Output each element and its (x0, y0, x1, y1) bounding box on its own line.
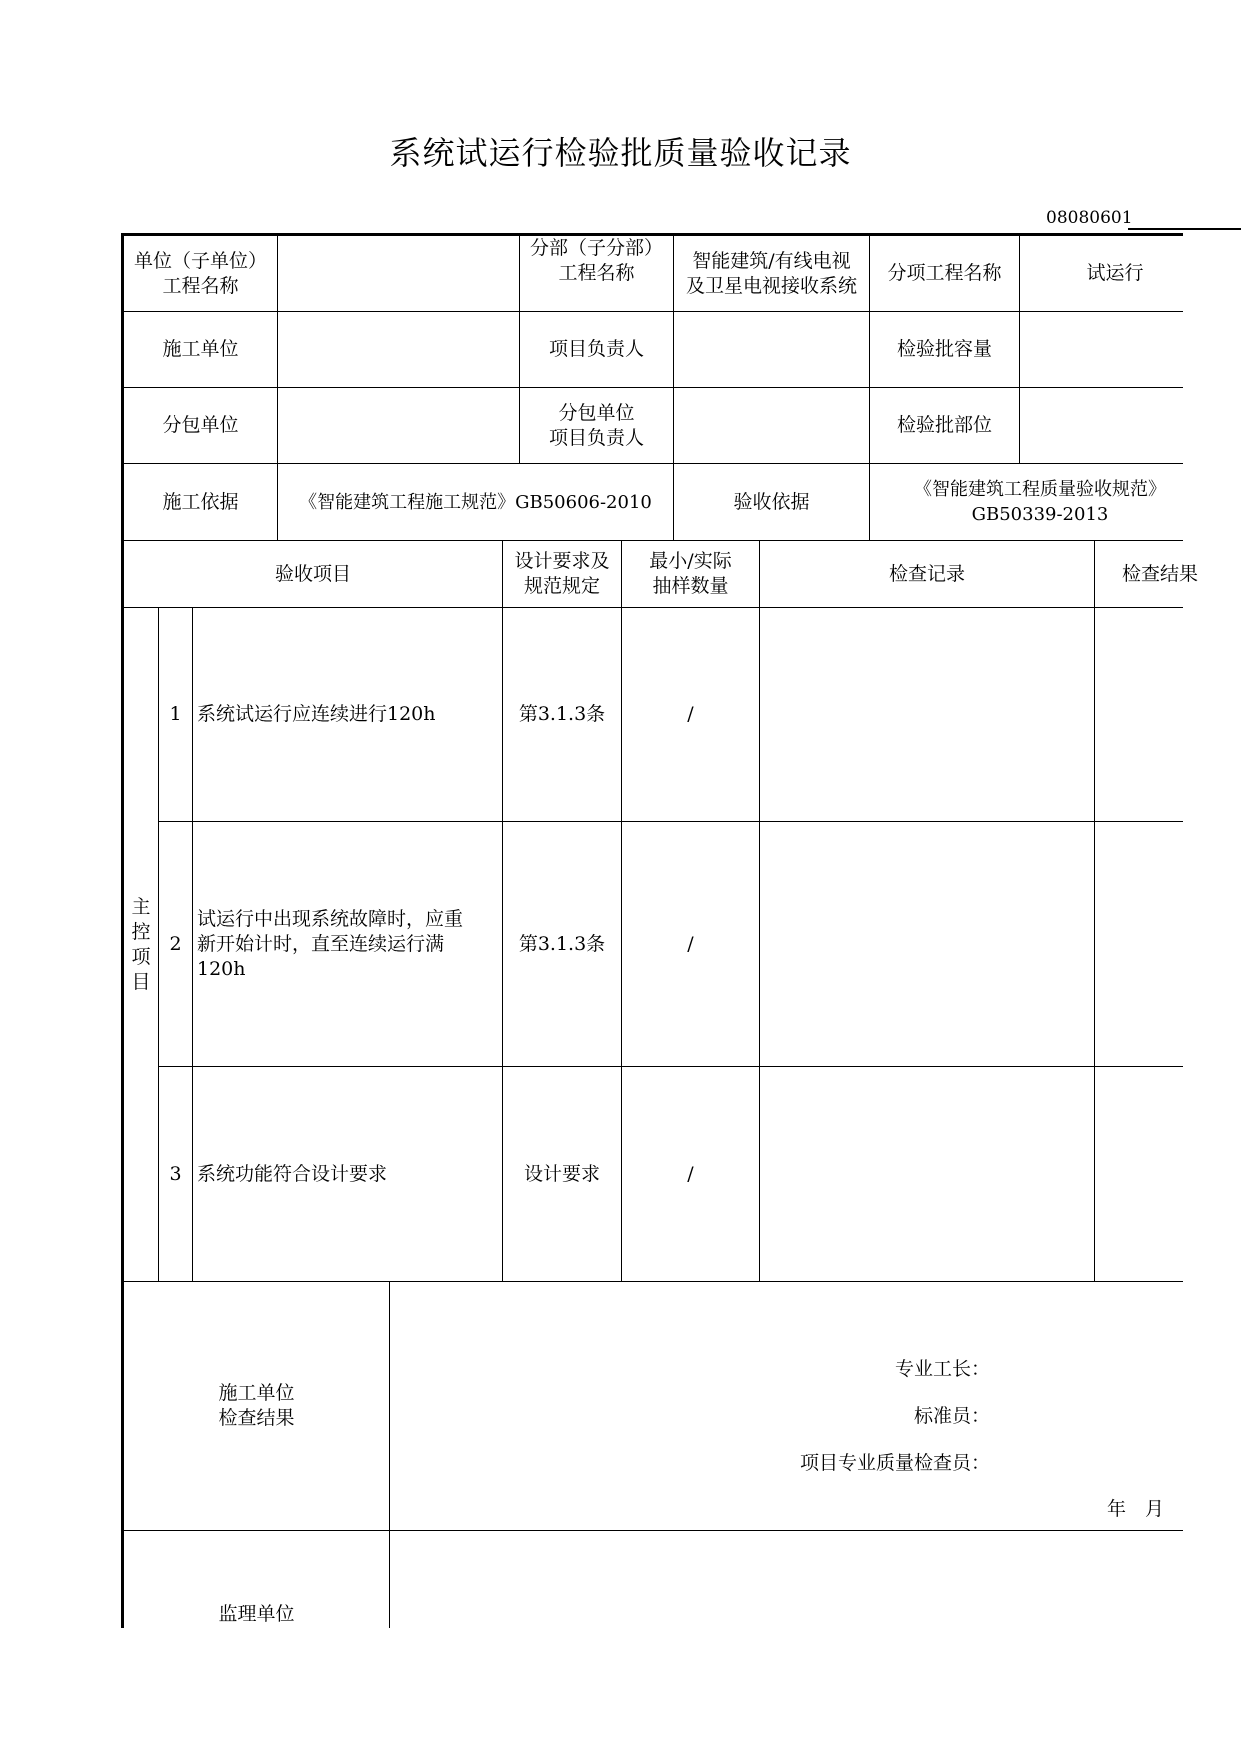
row-1-record[interactable] (760, 608, 1094, 821)
main-control-label: 主 控 项 目 (131, 895, 151, 993)
project-manager-value[interactable] (674, 312, 869, 387)
contractor-value[interactable] (278, 312, 519, 387)
row-3-result[interactable] (1095, 1067, 1183, 1281)
location-label: 检验批部位 (896, 414, 992, 436)
capacity-value[interactable] (1020, 312, 1183, 387)
col-result-header: 检查结果 (1121, 562, 1198, 585)
subdivision-label: 分部（子分部） 工程名称 (529, 237, 663, 284)
col-design-header: 设计要求及 规范规定 (514, 550, 610, 597)
unit-value[interactable] (278, 236, 519, 311)
row-2-no: 2 (169, 932, 182, 955)
row-2-design: 第3.1.3条 (518, 932, 606, 955)
acceptance-basis-label: 验收依据 (733, 490, 810, 513)
form-title: 系统试运行检验批质量验收记录 (389, 134, 852, 172)
row-2-record[interactable] (760, 822, 1094, 1066)
project-manager-label: 项目负责人 (548, 338, 644, 360)
row-1-no: 1 (169, 703, 182, 725)
hline-contractor-end (122, 1530, 1183, 1531)
row-3-item: 系统功能符合设计要求 (197, 1162, 388, 1185)
row-1-design: 第3.1.3条 (518, 703, 606, 725)
subcontractor-value[interactable] (278, 388, 519, 463)
contractor-check-label: 施工单位 检查结果 (218, 1382, 295, 1429)
capacity-label: 检验批容量 (896, 338, 992, 360)
form-code: 08080601 (1046, 208, 1133, 228)
row-2-item: 试运行中出现系统故障时，应重 新开始计时，直至连续运行满 120h (197, 907, 464, 980)
construction-basis-value: 《智能建筑工程施工规范》GB50606-2010 (299, 491, 652, 513)
construction-basis-label: 施工依据 (162, 490, 239, 513)
supervisor-label: 监理单位 (218, 1602, 295, 1625)
item-value[interactable]: 试运行 (1086, 262, 1144, 284)
row-2-sample: / (687, 932, 694, 955)
location-value[interactable] (1020, 388, 1183, 463)
row-3-record[interactable] (760, 1067, 1094, 1281)
row-3-design: 设计要求 (523, 1162, 600, 1185)
subcontractor-pm-value[interactable] (674, 388, 869, 463)
item-label: 分项工程名称 (887, 262, 1002, 284)
row-2-result[interactable] (1095, 822, 1183, 1066)
row-1-sample: / (687, 703, 694, 725)
subdivision-value[interactable]: 智能建筑/有线电视 及卫星电视接收系统 (685, 249, 857, 297)
col-sample-header: 最小/实际 抽样数量 (649, 550, 732, 597)
contractor-label: 施工单位 (162, 338, 239, 360)
unit-label: 单位（子单位） 工程名称 (133, 249, 267, 297)
row-3-no: 3 (169, 1162, 182, 1185)
quality-inspector-label: 项目专业质量检查员： (799, 1451, 990, 1474)
vline-no (192, 607, 193, 1281)
row-1-result[interactable] (1095, 608, 1183, 821)
standard-officer-label: 标准员： (913, 1404, 990, 1427)
acceptance-basis-value: 《智能建筑工程质量验收规范》 GB50339-2013 (914, 479, 1166, 525)
col-item-header: 验收项目 (274, 562, 351, 585)
row-3-sample: / (687, 1162, 694, 1185)
subcontractor-pm-label: 分包单位 项目负责人 (548, 401, 644, 449)
vline-sign (389, 1281, 390, 1628)
sign-date: 年 月 (1107, 1497, 1165, 1520)
col-record-header: 检查记录 (888, 562, 965, 585)
foreman-label: 专业工长： (894, 1357, 990, 1380)
row-1-item: 系统试运行应连续进行120h (197, 703, 436, 725)
subcontractor-label: 分包单位 (162, 414, 239, 436)
